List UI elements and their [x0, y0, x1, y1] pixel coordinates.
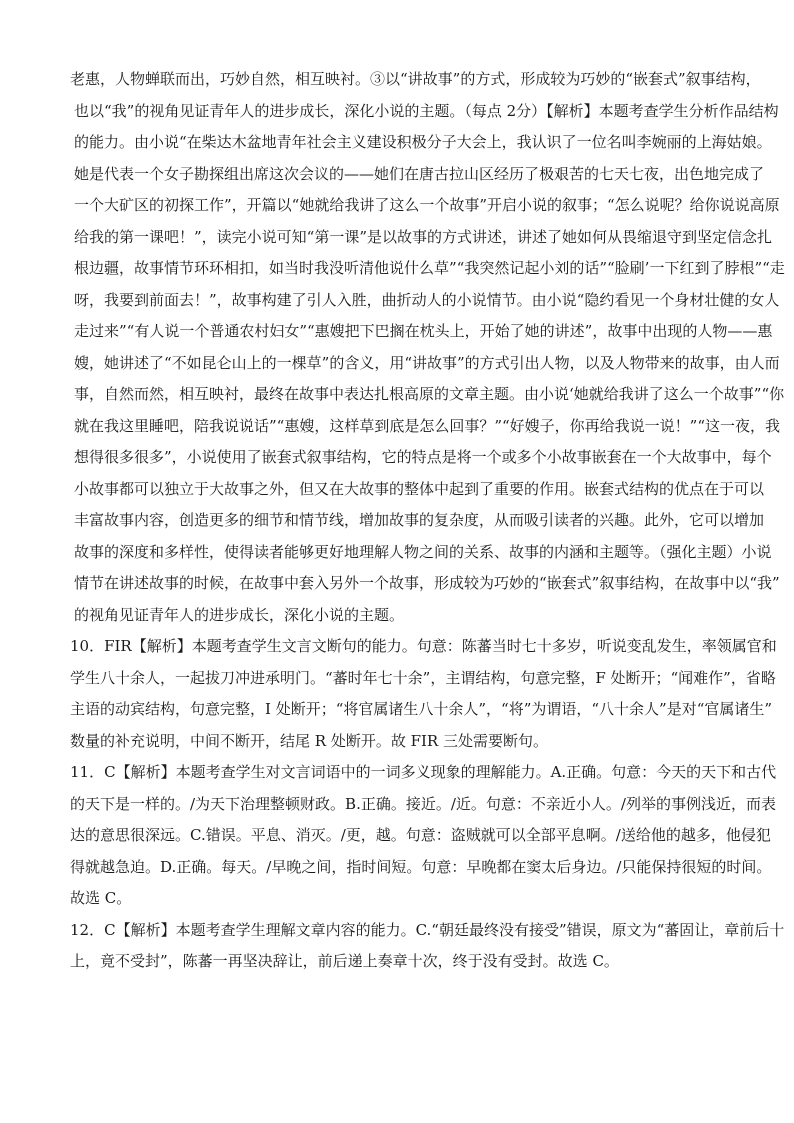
text-line: 她是代表一个女子勘探组出席这次会议的——她们在唐古拉山区经历了极艰苦的七天七夜，出色地完成了 [74, 164, 765, 183]
text-line: 的视角见证青年人的进步成长，深化小说的主题。 [74, 605, 405, 624]
text-line: 主语的动宾结构，句意完整，I 处断开；“将官属诸生八十余人”，“将”为谓语，“八十余人”是对“官属诸生” [70, 700, 773, 718]
answer-9-continued [0, 64, 794, 631]
answer-10 [0, 631, 794, 757]
text-line: 根边疆，故事情节环环相扣，如当时我没听清他说什么草”“我突然记起小刘的话”“脸刷’一下红到了脖根”“走 [74, 259, 785, 277]
text-line: 上，竟不受封”，陈蕃一再坚决辞让，前后递上奏章十次，终于没有受封。故选 C。 [70, 952, 619, 970]
text-line: 数量的补充说明，中间不断开，结尾 R 处断开。故 FIR 三处需要断句。 [70, 731, 548, 750]
text-line: 小故事都可以独立于大故事之外，但又在大故事的整体中起到了重要的作用。嵌套式结构的优点在于可以 [74, 479, 765, 498]
text-line: 12．C【解析】本题考查学生理解文章内容的能力。C.“朝廷最终没有接受”错误，原文为“蕃固让，章前后十 [70, 920, 785, 939]
text-line: 事，自然而然，相互映衬，最终在故事中表达扎根高原的文章主题。由小说‘她就给我讲了这么一个故事”“你 [74, 385, 785, 403]
text-line: 学生八十余人，一起拔刀冲进承明门。“蕃时年七十余”，主谓结构，句意完整，F 处断开；“闻难作”，省略 [70, 668, 776, 687]
text-line: 老惠，人物蝉联而出，巧妙自然，相互映衬。③以“讲故事”的方式，形成较为巧妙的“嵌套式”叙事结构， [70, 70, 761, 88]
text-line: 也以“我”的视角见证青年人的进步成长，深化小说的主题。（每点 2分）【解析】本题考查学生分析作品结构 [74, 101, 779, 120]
text-line: 走过来”“有人说一个普通农村妇女”“惠嫂把下巴搁在枕头上，开始了她的讲述”，故事中出现的人物——惠 [74, 322, 773, 340]
text-line: 11．C【解析】本题考查学生对文言词语中的一词多义现象的理解能力。A.正确。句意：今天的天下和古代 [70, 763, 777, 781]
text-line: 故事的深度和多样性，使得读者能够更好地理解人物之间的关系、故事的内涵和主题等。（强化主题）小说 [74, 542, 772, 561]
answer-12 [0, 915, 794, 978]
text-line: 得就越急迫。D.正确。每天。/早晚之间，指时间短。句意：早晚都在窦太后身边。/只能保持很短的时间。 [70, 857, 772, 876]
text-line: 就在我这里睡吧，陪我说说话”“惠嫂，这样草到底是怎么回事？”“好嫂子，你再给我说一说！”“这一夜，我 [74, 416, 781, 435]
text-line: 的能力。由小说“在柴达木盆地青年社会主义建设积极分子大会上，我认识了一位名叫李婉丽的上海姑娘。 [74, 133, 772, 151]
answer-11 [0, 757, 794, 915]
text-line: 给我的第一课吧！”，读完小说可知“第一课”是以故事的方式讲述，讲述了她如何从畏缩退守到坚定信念扎 [74, 227, 773, 246]
text-line: 故选 C。 [70, 889, 132, 907]
text-line: 一个大矿区的初探工作”，开篇以“她就给我讲了这么一个故事”开启小说的叙事；“怎么说呢？给你说说高原 [74, 196, 780, 214]
text-line: 呀，我要到前面去！”，故事构建了引人入胜，曲折动人的小说情节。由小说“隐约看见一个身材壮健的女人 [74, 290, 780, 309]
text-line: 10．FIR【解析】本题考查学生文言文断句的能力。句意：陈蕃当时七十多岁，听说变乱发生，率领属官和 [70, 637, 777, 655]
text-line: 想得很多很多”，小说使用了嵌套式叙事结构，它的特点是将一个或多个小故事嵌套在一个大故事中，每个 [74, 448, 772, 466]
text-line: 嫂，她讲述了“不如昆仑山上的一棵草”的含义，用“讲故事”的方式引出人物，以及人物带来的故事，由人而 [74, 353, 780, 372]
text-line: 丰富故事内容，创造更多的细节和情节线，增加故事的复杂度，从而吸引读者的兴趣。此外，它可以增加 [74, 511, 765, 529]
text-line: 的天下是一样的。/为天下治理整顿财政。B.正确。接近。/近。句意：不亲近小人。/列举的事例浅近，而表 [70, 794, 776, 813]
text-line: 情节在讲述故事的时候，在故事中套入另外一个故事，形成较为巧妙的“嵌套式”叙事结构，在故事中以“我” [74, 574, 780, 592]
text-line: 达的意思很深远。C.错误。平息、消灭。/更，越。句意：盗贼就可以全部平息啊。/送给他的越多，他侵犯 [70, 826, 771, 844]
